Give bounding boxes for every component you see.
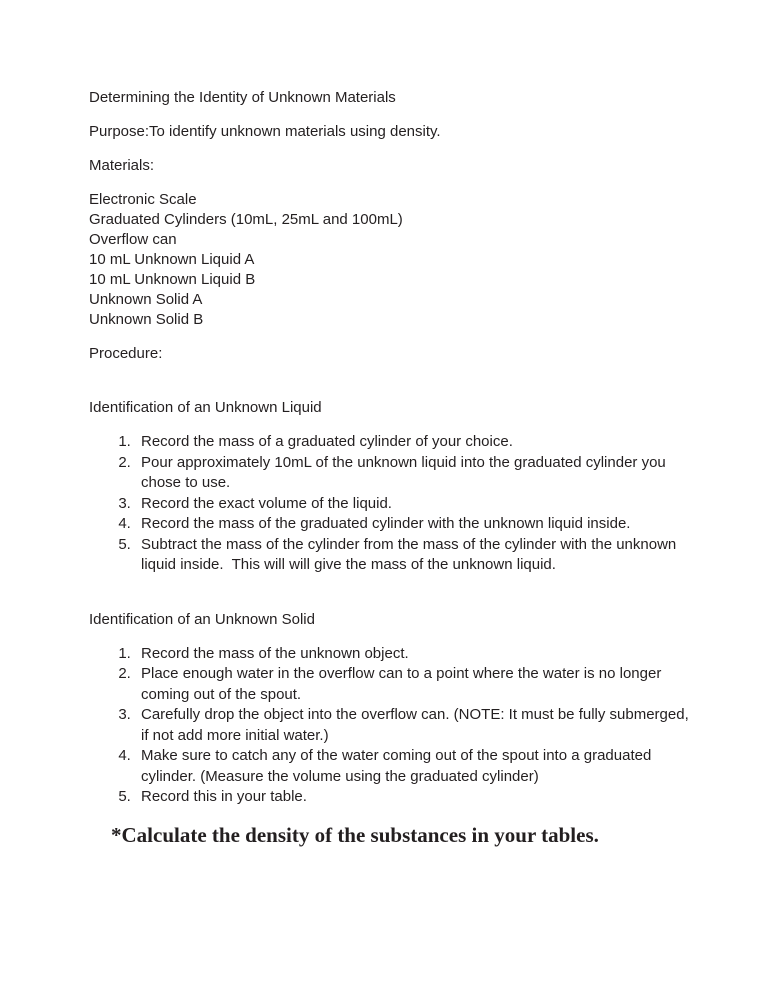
- purpose-statement: Purpose:To identify unknown materials using density.: [89, 123, 441, 140]
- list-item: 4. Make sure to catch any of the water coming out of the spout into a graduated cylinder. (Measure the volume using the graduated cylinder): [135, 746, 689, 787]
- list-item: 3. Carefully drop the object into the overflow can. (NOTE: It must be fully submerged, if not add more initial water.): [135, 705, 689, 746]
- closing-note: *Calculate the density of the substances in your tables.: [111, 822, 599, 847]
- spacer: [89, 576, 689, 590]
- spacer: [89, 108, 689, 122]
- procedure-heading: Procedure:: [89, 345, 163, 362]
- list-item: 10 mL Unknown Liquid B: [89, 271, 256, 288]
- spacer: [89, 378, 689, 398]
- list-item: Unknown Solid B: [89, 311, 204, 328]
- list-item: 3. Record the exact volume of the liquid.: [135, 494, 689, 515]
- materials-list: [89, 190, 689, 330]
- spacer: [89, 364, 689, 378]
- spacer: [89, 176, 689, 190]
- document-title: Determining the Identity of Unknown Materials: [89, 89, 396, 106]
- list-item: Electronic Scale: [89, 191, 197, 208]
- spacer: [89, 590, 689, 610]
- liquid-section-heading: Identification of an Unknown Liquid: [89, 399, 322, 416]
- spacer: [89, 142, 689, 156]
- list-item: Unknown Solid A: [89, 291, 203, 308]
- list-item: 2. Pour approximately 10mL of the unknown liquid into the graduated cylinder you chose to use.: [135, 453, 689, 494]
- list-item: 5. Subtract the mass of the cylinder from the mass of the cylinder with the unknown liquid inside. This will will give the mass of the unknown liquid.: [135, 535, 689, 576]
- document-body: [89, 88, 693, 848]
- solid-procedure-list: [89, 644, 693, 808]
- list-item: 10 mL Unknown Liquid A: [89, 251, 255, 268]
- list-item: Overflow can: [89, 231, 177, 248]
- spacer: [89, 808, 689, 822]
- liquid-procedure-list: [89, 432, 689, 576]
- list-item: 1. Record the mass of a graduated cylinder of your choice.: [135, 432, 689, 453]
- list-item: 4. Record the mass of the graduated cylinder with the unknown liquid inside.: [135, 514, 689, 535]
- list-item: Graduated Cylinders (10mL, 25mL and 100mL): [89, 211, 403, 228]
- solid-section-heading: Identification of an Unknown Solid: [89, 610, 315, 628]
- list-item: 2. Place enough water in the overflow can to a point where the water is no longer coming out of the spout.: [135, 664, 689, 705]
- list-item: 1. Record the mass of the unknown object.: [135, 644, 689, 665]
- spacer: [89, 630, 689, 644]
- spacer: [89, 330, 689, 344]
- spacer: [89, 418, 689, 432]
- materials-heading: Materials:: [89, 157, 155, 174]
- list-item: 5. Record this in your table.: [135, 787, 689, 808]
